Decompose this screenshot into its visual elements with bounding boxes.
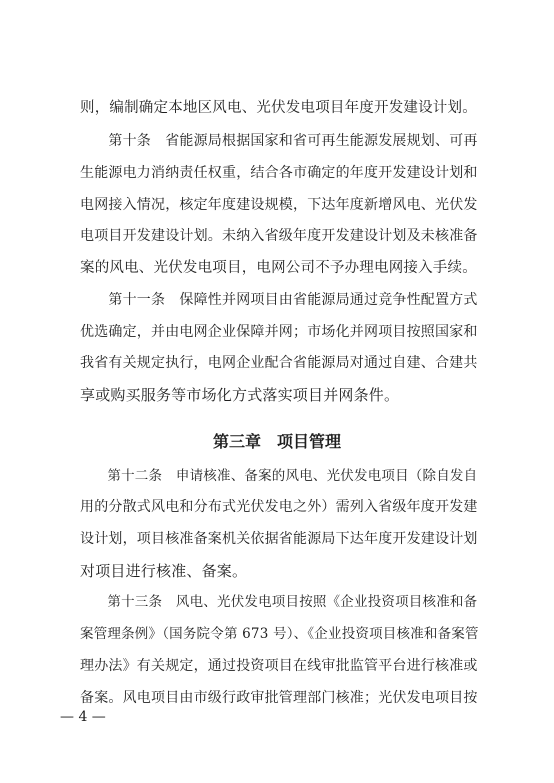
body-line: 生能源电力消纳责任权重，结合各市确定的年度开发建设计划和 [80,165,478,181]
body-line: 备案。风电项目由市级行政审批管理部门核准；光伏发电项目按 [80,690,478,706]
body-line: 案管理条例》（国务院令第 673 号）、《企业投资项目核准和备案管 [80,626,479,642]
body-line: 电网接入情况，核定年度建设规模，下达年度新增风电、光伏发 [80,197,478,213]
body-line: 我省有关规定执行，电网企业配合省能源局对通过自建、合建共 [80,355,478,371]
body-line: 第十二条 申请核准、备案的风电、光伏发电项目（除自发自 [80,468,478,484]
body-line: 电项目开发建设计划。未纳入省级年度开发建设计划及未核准备 [80,228,478,244]
body-line: 用的分散式风电和分布式光伏发电之外）需列入省级年度开发建 [80,499,478,515]
body-line: 享或购买服务等市场化方式落实项目并网条件。 [80,386,400,404]
body-line: 理办法》有关规定，通过投资项目在线审批监管平台进行核准或 [80,658,478,674]
body-line: 设计划，项目核准备案机关依据省能源局下达年度开发建设计划 [80,531,478,547]
body-line: 则，编制确定本地区风电、光伏发电项目年度开发建设计划。 [80,100,477,116]
body-line: 优选确定，并由电网企业保障并网；市场化并网项目按照国家和 [80,324,478,340]
body-line: 对项目进行核准、备案。 [80,562,248,580]
body-line: 第十三条 风电、光伏发电项目按照《企业投资项目核准和备 [80,594,478,610]
page-number: — 4 — [60,709,106,725]
body-line: 案的风电、光伏发电项目，电网公司不予办理电网接入手续。 [80,260,477,276]
body-line: 第十一条 保障性并网项目由省能源局通过竞争性配置方式 [80,292,478,308]
chapter-heading: 第三章 项目管理 [212,432,341,451]
body-line: 第十条 省能源局根据国家和省可再生能源发展规划、可再 [80,133,478,149]
